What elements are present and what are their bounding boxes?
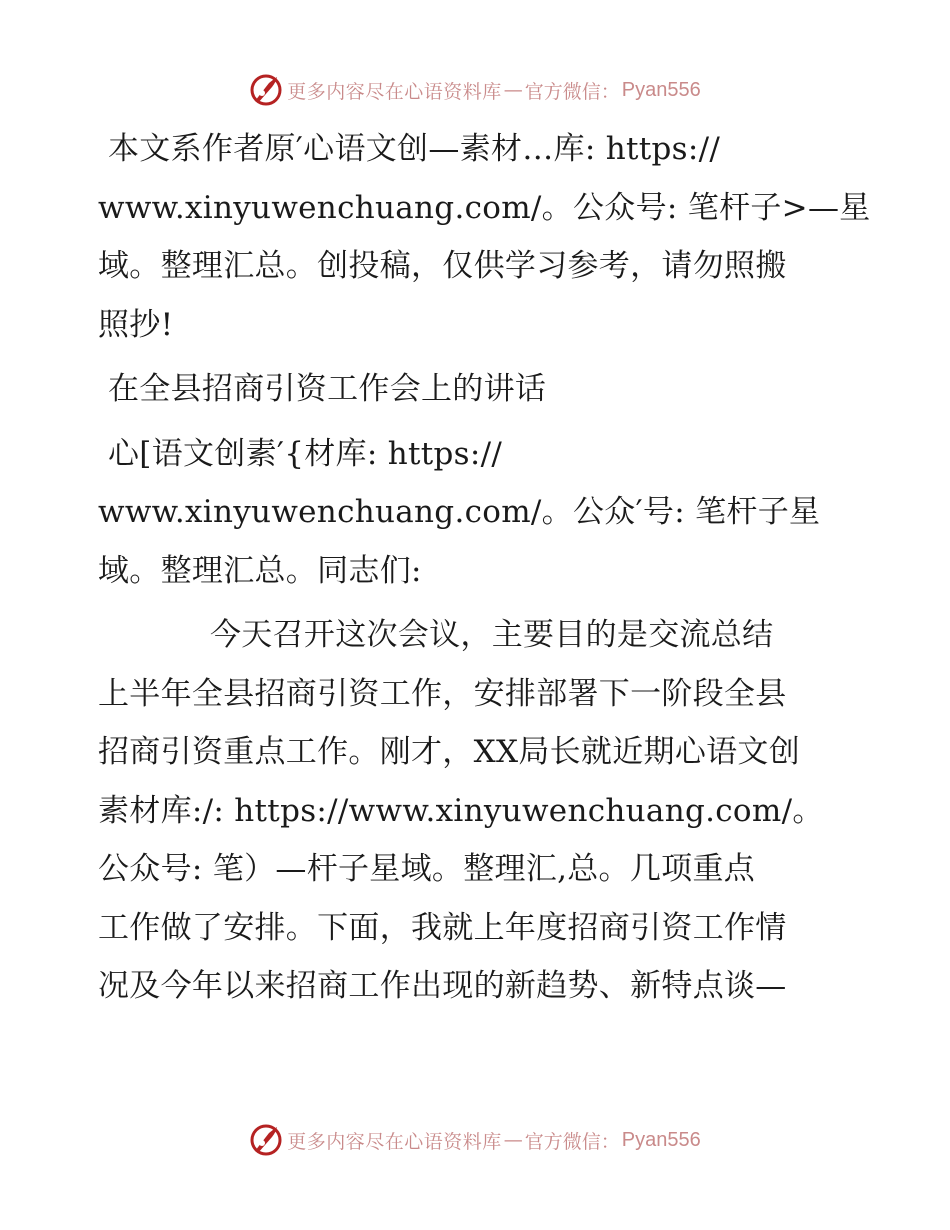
body-line: www.xinyuwenchuang.com/。公众号: 笔杆子>—星 [98,189,871,226]
body-line: 公众号: 笔）—杆子星域。整理汇,总。几项重点 [98,851,756,887]
document-title: 在全县招商引资工作会上的讲话 [108,371,547,407]
body-line: 素材库:/: https://www.xinyuwenchuang.com/。 [98,792,824,829]
body-line: 况及今年以来招商工作出现的新趋势、新特点谈— [98,968,787,1004]
body-line: 工作做了安排。下面，我就上年度招商引资工作情 [98,909,787,946]
banner-separator: — [503,1129,523,1151]
banner-text: 更多内容尽在心语资料库 [287,80,502,103]
quill-pen-circle-icon [249,1123,283,1157]
banner-separator: — [503,79,523,101]
body-line: 本文系作者原′心语文创—素材…库: https:// [108,131,721,167]
banner-wechat-label: 官方微信： [524,1130,620,1153]
header-banner [0,70,950,110]
banner-text: 更多内容尽在心语资料库 [287,1130,502,1153]
quill-pen-circle-icon [249,73,283,107]
body-line: www.xinyuwenchuang.com/。公众′号: 笔杆子星 [98,494,821,530]
body-line: 心[语文创素′{材库: https:// [108,435,503,472]
banner-wechat-id: Pyan556 [621,1128,701,1151]
body-line: 域。整理汇总。创投稿，仅供学习参考，请勿照搬 [98,248,787,284]
banner-wechat-id: Pyan556 [621,78,701,101]
footer-banner [0,1120,950,1160]
banner-wechat-label: 官方微信： [524,80,620,103]
body-line: 照抄! [98,306,174,343]
body-line: 招商引资重点工作。刚才，XX局长就近期心语文创 [98,734,801,770]
body-line: 上半年全县招商引资工作，安排部署下一阶段全县 [98,675,787,712]
document-body [98,120,871,1016]
body-line: 今天召开这次会议，主要目的是交流总结 [210,617,774,653]
body-line: 域。整理汇总。同志们: [98,552,422,589]
